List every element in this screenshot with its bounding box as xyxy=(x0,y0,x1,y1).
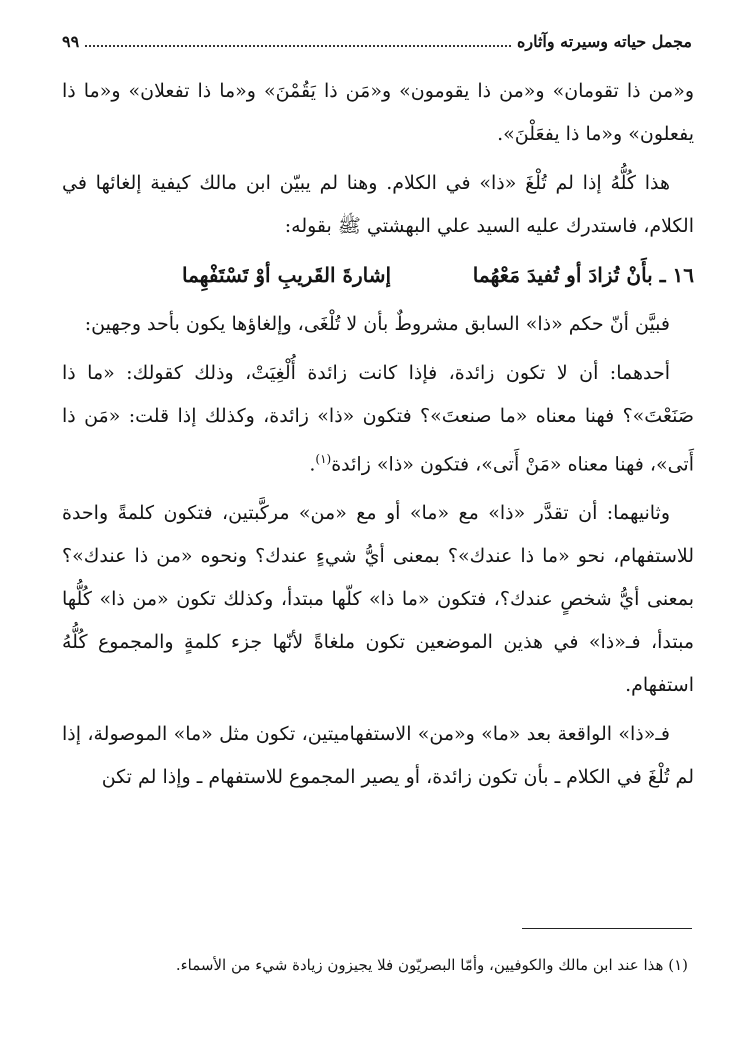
header-leader-dots xyxy=(85,35,511,47)
paragraph: هذا كُلُّهُ إذا لم تُلْغَ «ذا» في الكلام. وهنا لم يبيّن ابن مالك كيفية إلغائها في الكلام، فاستدرك عليه السيد علي البهشتي ﷺ بقوله: xyxy=(62,172,694,237)
paragraph: فـ«ذا» الواقعة بعد «ما» و«من» الاستفهاميتين، تكون مثل «ما» الموصولة، إذا لم تُلْغَ في الكلام ـ بأن تكون زائدة، أو يصير المجموع للاستفهام ـ وإذا لم تكن xyxy=(62,723,694,789)
footnote-separator xyxy=(522,928,692,929)
body-text xyxy=(62,70,694,805)
paragraph: وثانيهما: أن تقدَّر «ذا» مع «ما» أو مع «من» مركَّبتين، فتكون كلمةً واحدة للاستفهام، نحو «ما ذا عندك»؟ بمعنى أيُّ شيءٍ عندك؟ ونحوه «من ذا عندك»؟ بمعنى أيُّ شخصٍ عندك؟، فتكون «ما ذا» كلّها مبتدأ، وكذلك تكون «من ذا» كُلُّها مبتدأ، فـ«ذا» في هذين الموضعين تكون ملغاةً لأنّها جزء كلمةٍ والمجموع كُلُّهُ استفهام. xyxy=(62,502,694,697)
page-number: ٩٩ xyxy=(62,31,80,51)
verse-line xyxy=(62,254,694,297)
verse-hemistich-first: ١٦ ـ بأَنْ تُزادَ أو تُفيدَ مَعْهُما xyxy=(472,263,694,287)
footnote-reference: (١) xyxy=(315,452,332,466)
verse-hemistich-second: إشارةَ القَريبِ أوْ تَسْتَفْهِما xyxy=(182,263,392,287)
running-header xyxy=(62,28,692,54)
header-title: مجمل حياته وسيرته وآثاره xyxy=(516,31,692,51)
paragraph-text: أحدهما: أن لا تكون زائدة، فإذا كانت زائدة أُلْغِيَتْ، وذلك كقولك: «ما ذا صَنَعْتَ»؟ فهنا معناه «ما صنعتَ»؟ فتكون «ذا» زائدة، وكذلك إذا قلت: «مَن ذا أَتى»، فهنا معناه «مَنْ أَتى»، فتكون «ذا» زائدة xyxy=(62,362,694,476)
paragraph: و«من ذا تقومان» و«من ذا يقومون» و«مَن ذا يَقُمْنَ» و«ما ذا تفعلان» و«ما ذا يفعلون» و«ما ذا يفعَلْنَ». xyxy=(62,80,694,145)
paragraph: فبيَّن أنّ حكم «ذا» السابق مشروطٌ بأن لا تُلْغَى، وإلغاؤها يكون بأحد وجهين: xyxy=(84,313,670,335)
paragraph: أحدهما: أن لا تكون زائدة، فإذا كانت زائدة أُلْغِيَتْ، وذلك كقولك: «ما ذا صَنَعْتَ»؟ فهنا معناه «ما صنعتَ»؟ فتكون «ذا» زائدة، وكذلك إذا قلت: «مَن ذا أَتى»، فهنا معناه «مَنْ أَتى»، فتكون «ذا» زائدة$^{(١)}$. xyxy=(62,362,694,476)
footnote: (١) هذا عند ابن مالك والكوفيين، وأمّا البصريّون فلا يجيزون زيادة شيء من الأسماء. xyxy=(175,956,688,974)
